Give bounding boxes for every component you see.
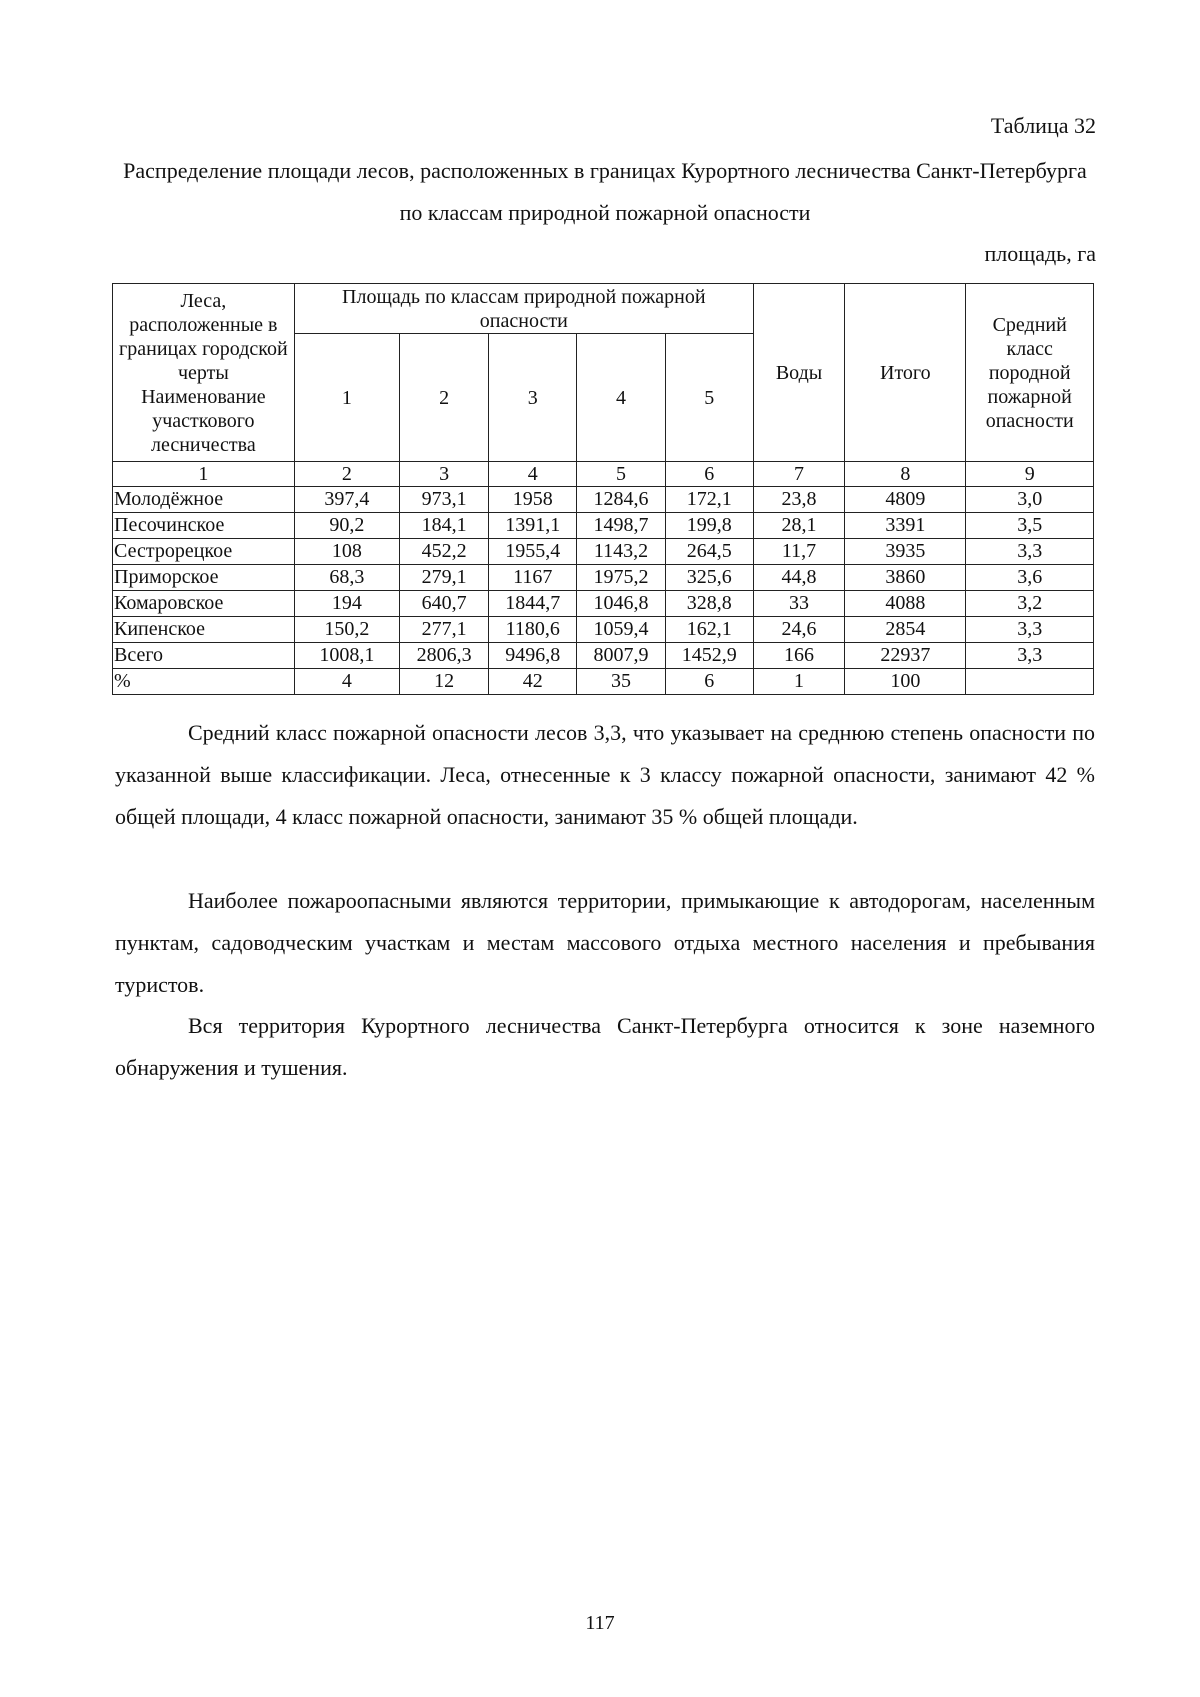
column-number: 4	[489, 462, 577, 487]
paragraph: Вся территория Курортного лесничества Санкт-Петербурга относится к зоне наземного обнаружения и тушения.	[115, 1013, 1095, 1080]
cell-water: 1	[753, 669, 844, 695]
cell-class-1: 397,4	[294, 487, 399, 513]
table-row	[113, 539, 1094, 565]
table-row	[113, 513, 1094, 539]
row-name: Молодёжное	[113, 487, 295, 513]
cell-water: 23,8	[753, 487, 844, 513]
cell-total: 3935	[845, 539, 966, 565]
cell-water: 28,1	[753, 513, 844, 539]
table-row-total	[113, 643, 1094, 669]
cell-class-1: 150,2	[294, 617, 399, 643]
table-title: Распределение площади лесов, расположенных в границах Курортного лесничества Санкт-Петербурга по классам природной пожарной опасности	[123, 158, 1087, 225]
cell-avg: 3,3	[966, 617, 1094, 643]
cell-class-5: 325,6	[665, 565, 753, 591]
cell-class-5: 6	[665, 669, 753, 695]
cell-total: 4809	[845, 487, 966, 513]
cell-total: 100	[845, 669, 966, 695]
cell-avg	[966, 669, 1094, 695]
cell-class-4: 35	[577, 669, 665, 695]
cell-class-1: 194	[294, 591, 399, 617]
cell-class-3: 42	[489, 669, 577, 695]
cell-class-4: 8007,9	[577, 643, 665, 669]
cell-avg: 3,3	[966, 643, 1094, 669]
row-name: Всего	[113, 643, 295, 669]
cell-class-5: 1452,9	[665, 643, 753, 669]
cell-class-3: 1955,4	[489, 539, 577, 565]
paragraph: Наиболее пожароопасными являются территории, примыкающие к автодорогам, населенным пунктам, садоводческим участкам и местам массового отдыха местного населения и пребывания туристов.	[115, 888, 1095, 997]
table-row	[113, 565, 1094, 591]
cell-total: 3391	[845, 513, 966, 539]
cell-class-2: 973,1	[399, 487, 488, 513]
cell-class-5: 328,8	[665, 591, 753, 617]
header-classes-group: Площадь по классам природной пожарной опасности	[294, 284, 753, 334]
table-row	[113, 617, 1094, 643]
table-row	[113, 487, 1094, 513]
cell-class-4: 1046,8	[577, 591, 665, 617]
cell-water: 24,6	[753, 617, 844, 643]
table-units: площадь, га	[984, 241, 1096, 266]
cell-total: 22937	[845, 643, 966, 669]
column-number: 9	[966, 462, 1094, 487]
header-water: Воды	[753, 284, 844, 462]
cell-water: 44,8	[753, 565, 844, 591]
cell-class-2: 2806,3	[399, 643, 488, 669]
header-class: 4	[577, 334, 665, 462]
cell-class-5: 199,8	[665, 513, 753, 539]
header-avg-class: Средний класс породной пожарной опасности	[966, 284, 1094, 462]
cell-class-2: 279,1	[399, 565, 488, 591]
cell-class-4: 1975,2	[577, 565, 665, 591]
cell-avg: 3,5	[966, 513, 1094, 539]
header-total: Итого	[845, 284, 966, 462]
table-number: Таблица 32	[990, 113, 1096, 138]
cell-class-3: 9496,8	[489, 643, 577, 669]
cell-total: 4088	[845, 591, 966, 617]
cell-avg: 3,6	[966, 565, 1094, 591]
cell-class-2: 277,1	[399, 617, 488, 643]
row-name: Песочинское	[113, 513, 295, 539]
cell-avg: 3,3	[966, 539, 1094, 565]
paragraph: Средний класс пожарной опасности лесов 3,3, что указывает на среднюю степень опасности по указанной выше классификации. Леса, отнесенные к 3 классу пожарной опасности, занимают 42 % общей площади, 4 класс пожарной опасности, занимают 35 % общей площади.	[115, 720, 1095, 829]
row-name: Сестрорецкое	[113, 539, 295, 565]
row-name: %	[113, 669, 295, 695]
row-name: Кипенское	[113, 617, 295, 643]
table-row-percent	[113, 669, 1094, 695]
cell-avg: 3,2	[966, 591, 1094, 617]
cell-class-2: 452,2	[399, 539, 488, 565]
cell-avg: 3,0	[966, 487, 1094, 513]
cell-class-2: 12	[399, 669, 488, 695]
cell-water: 33	[753, 591, 844, 617]
cell-class-5: 172,1	[665, 487, 753, 513]
cell-class-2: 184,1	[399, 513, 488, 539]
cell-total: 2854	[845, 617, 966, 643]
header-class: 2	[399, 334, 488, 462]
column-number: 8	[845, 462, 966, 487]
cell-class-4: 1498,7	[577, 513, 665, 539]
cell-class-4: 1059,4	[577, 617, 665, 643]
header-name-column: Леса, расположенные в границах городской черты Наименование участкового лесничества	[113, 284, 295, 462]
header-class: 3	[489, 334, 577, 462]
cell-class-5: 162,1	[665, 617, 753, 643]
cell-class-1: 90,2	[294, 513, 399, 539]
column-number: 2	[294, 462, 399, 487]
column-number: 6	[665, 462, 753, 487]
cell-water: 11,7	[753, 539, 844, 565]
column-number: 7	[753, 462, 844, 487]
cell-class-1: 1008,1	[294, 643, 399, 669]
cell-water: 166	[753, 643, 844, 669]
header-class: 1	[294, 334, 399, 462]
column-number-row	[113, 462, 1094, 487]
column-number: 5	[577, 462, 665, 487]
cell-class-2: 640,7	[399, 591, 488, 617]
fire-danger-table	[112, 283, 1094, 695]
cell-class-3: 1167	[489, 565, 577, 591]
cell-class-3: 1844,7	[489, 591, 577, 617]
row-name: Комаровское	[113, 591, 295, 617]
cell-class-4: 1143,2	[577, 539, 665, 565]
cell-class-4: 1284,6	[577, 487, 665, 513]
column-number: 3	[399, 462, 488, 487]
cell-class-1: 108	[294, 539, 399, 565]
cell-class-3: 1958	[489, 487, 577, 513]
row-name: Приморское	[113, 565, 295, 591]
table-row	[113, 591, 1094, 617]
cell-class-5: 264,5	[665, 539, 753, 565]
cell-class-3: 1180,6	[489, 617, 577, 643]
cell-total: 3860	[845, 565, 966, 591]
cell-class-3: 1391,1	[489, 513, 577, 539]
cell-class-1: 68,3	[294, 565, 399, 591]
page-number: 117	[585, 1612, 615, 1634]
header-class: 5	[665, 334, 753, 462]
column-number: 1	[113, 462, 295, 487]
cell-class-1: 4	[294, 669, 399, 695]
